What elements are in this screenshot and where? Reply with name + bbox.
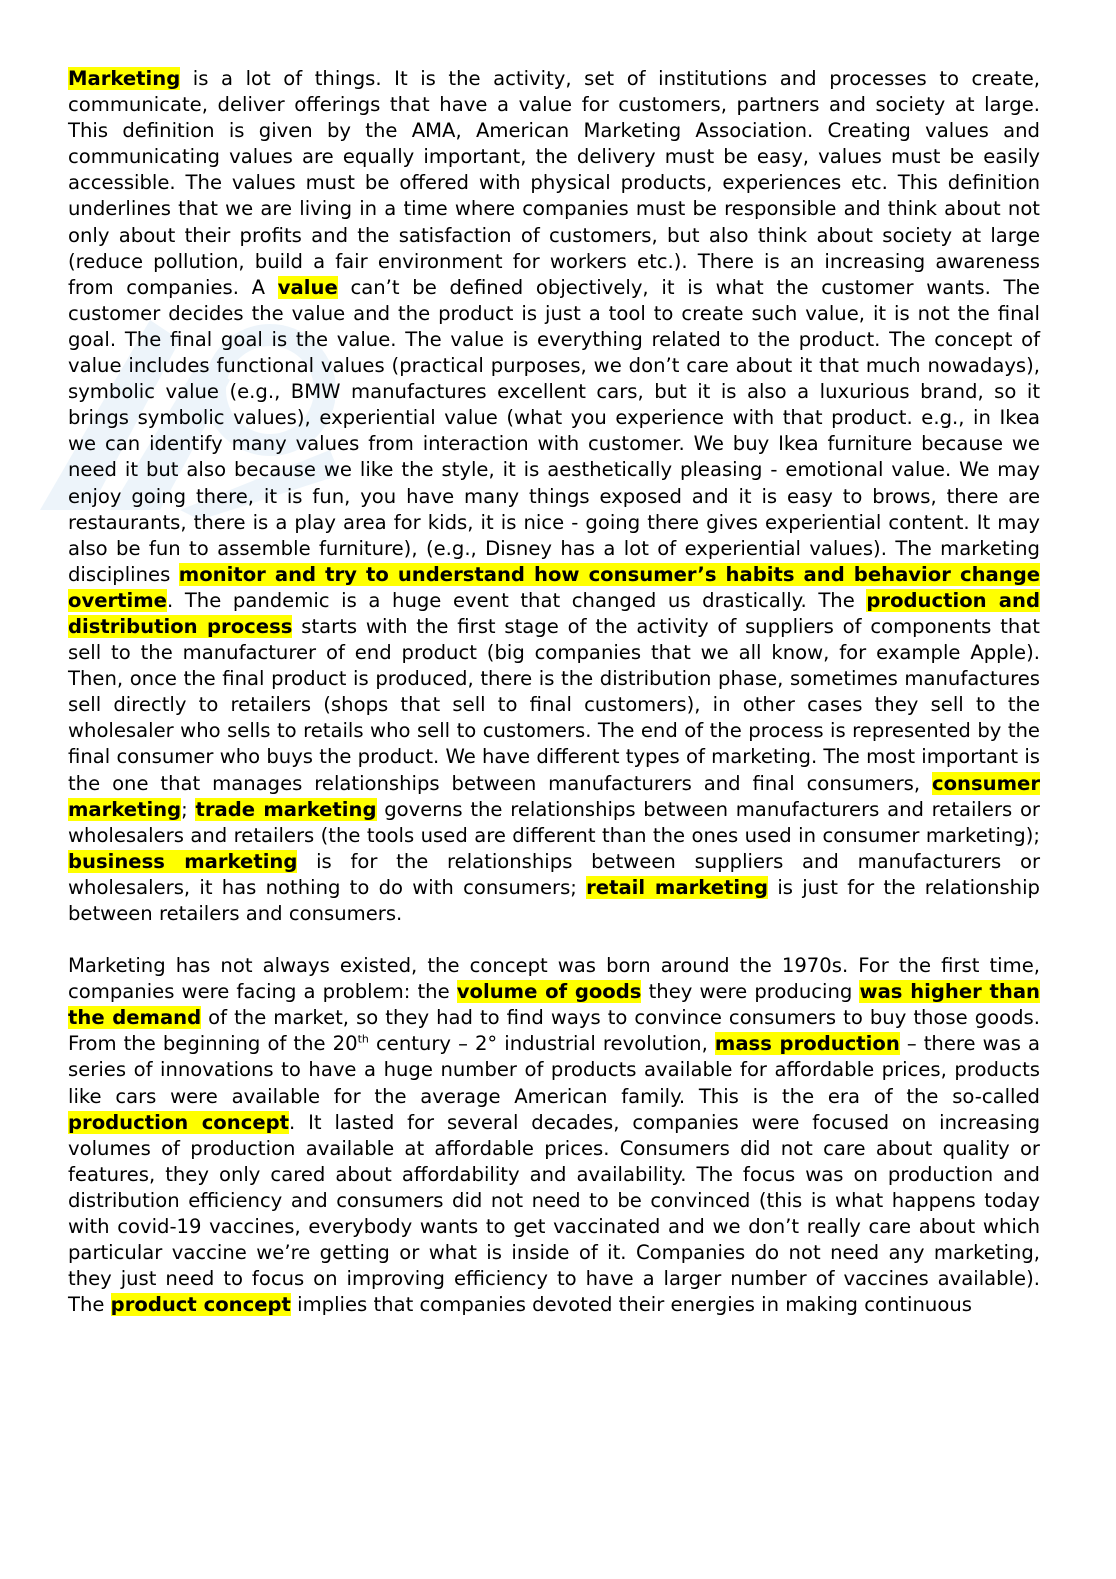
text-run: governs the relationships between manufacturers and retailers or wholesalers and retailers (the tools used are different than the ones used in consumer marketing); <box>68 797 1040 847</box>
document-body <box>68 66 1040 1318</box>
highlight-volume-of-goods: volume of goods <box>456 980 642 1004</box>
highlight-mass-production: mass production <box>714 1032 900 1056</box>
highlight-higher-than-demand: was higher than the demand <box>68 980 1040 1030</box>
text-run: they were producing <box>641 980 860 1004</box>
text-run: implies that companies devoted their energies in making continuous <box>290 1293 972 1317</box>
paragraph-1 <box>68 66 1040 927</box>
highlight-trade-marketing: trade marketing <box>195 797 377 821</box>
text-run: is for the relationships between suppliers and manufacturers or wholesalers, it has nothing to do with consumers; <box>68 849 1040 899</box>
paragraph-2 <box>68 953 1040 1318</box>
text-run: starts with the first stage of the activity of suppliers of components that sell to the manufacturer of end product (big companies that we all know, for example Apple). Then, once the final product is produced, there is the distribution phase, sometimes manufactures sell directly to retailers (shops that sell to final customers), in other cases they sell to the wholesaler who sells to retails who sell to customers. The end of the process is represented by the final consumer who buys the product. We have different types of marketing. The most important is the one that manages relationships between manufacturers and final consumers, <box>68 614 1040 795</box>
highlight-production-concept: production concept <box>68 1110 290 1134</box>
text-run: of the market, so they had to find ways to convince consumers to buy those goods. From the beginning of the 20 <box>68 1006 1040 1056</box>
highlight-business-marketing: business marketing <box>68 849 298 873</box>
highlight-monitor-habits: monitor and try to understand how consumer’s habits and behavior change overtime <box>68 562 1041 612</box>
text-run: . The pandemic is a huge event that changed us drastically. The <box>166 588 867 612</box>
highlight-retail-marketing: retail marketing <box>586 875 769 899</box>
highlight-value: value <box>277 275 338 299</box>
text-run: ; <box>181 797 196 821</box>
text-run: is a lot of things. It is the activity, set of institutions and processes to create, communicate, deliver offerings that have a value for customers, partners and society at large. This definition is given by the AMA, American Marketing Association. Creating values and communicating values are equally important, the delivery must be easy, values must be easily accessible. The values must be offered with physical products, experiences etc. This definition underlines that we are living in a time where companies must be responsible and think about not only about their profits and the satisfaction of customers, but also think about society at large (reduce pollution, build a fair environment for workers etc.). There is an increasing awareness from companies. A <box>68 67 1040 299</box>
text-run: . It lasted for several decades, companies were focused on increasing volumes of production available at affordable prices. Consumers did not care about quality or features, they only cared about affordability and availability. The focus was on production and distribution efficiency and consumers did not need to be convinced (this is what happens today with covid-19 vaccines, everybody wants to get vaccinated and we don’t really care about which particular vaccine we’re getting or what is inside of it. Companies do not need any marketing, they just need to focus on improving efficiency to have a larger number of vaccines available). The <box>68 1110 1041 1317</box>
highlight-marketing: Marketing <box>68 67 181 90</box>
text-run: century – 2° industrial revolution, <box>368 1032 715 1056</box>
highlight-production-distribution: production and distribution process <box>68 588 1041 638</box>
highlight-product-concept: product concept <box>110 1293 291 1317</box>
superscript-th: th <box>357 1032 369 1046</box>
text-run: is just for the relationship between retailers and consumers. <box>68 875 1040 925</box>
text-run: can’t be defined objectively, it is what the customer wants. The customer decides the value and the product is just a tool to create such value, it is not the final goal. The final goal is the value. The value is everything related to the product. The concept of value includes functional values (practical purposes, we don’t care about it that much nowadays), symbolic value (e.g., BMW manufactures excellent cars, but it is also a luxurious brand, so it brings symbolic values), experiential value (what you experience with that product. e.g., in Ikea we can identify many values from interaction with customer. We buy Ikea furniture because we need it but also because we like the style, it is aesthetically pleasing - emotional value. We may enjoy going there, it is fun, you have many things exposed and it is easy to brows, there are restaurants, there is a play area for kids, it is nice - going there gives experiential content. It may also be fun to assemble furniture), (e.g., Disney has a lot of experiential values). The marketing disciplines <box>68 275 1040 586</box>
text-run: – there was a series of innovations to have a huge number of products available for affordable prices, products like cars were available for the average American family. This is the era of the so-called <box>68 1032 1040 1108</box>
text-run: Marketing has not always existed, the concept was born around the 1970s. For the first time, companies were facing a problem: the <box>68 954 1040 1004</box>
highlight-consumer-marketing: consumer marketing <box>68 771 1040 821</box>
